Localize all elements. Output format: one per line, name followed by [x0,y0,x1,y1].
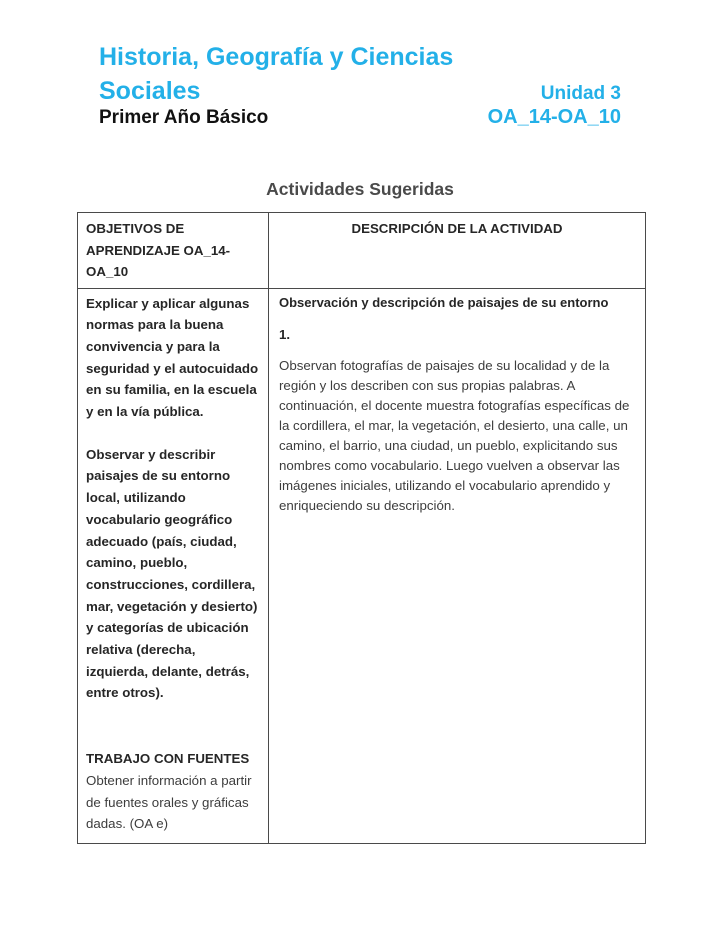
doc-title-line1: Historia, Geografía y Ciencias [99,43,454,71]
activity-description: Observan fotografías de paisajes de su localidad y de la región y los describen con sus propias palabras. A continuación, el docente muestra fotografías específicas de la cordillera, el mar, la vegetación, el desierto, una calle, un camino, el barrio, una ciudad, un pueblo, explicitando sus nombres como vocabulario. Luego vuelven a observar las imágenes iniciales, utilizando el vocabulario aprendido y enriqueciendo su descripción. [279,357,630,513]
objectives-cell [78,288,269,843]
table-body-row [78,288,646,843]
doc-title-line2: Sociales [99,77,201,105]
course-label: Primer Año Básico [99,107,269,128]
col-header-description: DESCRIPCIÓN DE LA ACTIVIDAD [269,213,646,289]
document-header [0,0,720,131]
title-unit-row [99,77,621,105]
objective-paragraph-1: Explicar y aplicar algunas normas para la buena convivencia y para la seguridad y el autocuidado en su familia, en la escuela y en la vía pública. [86,295,259,420]
activities-table [77,212,646,844]
objective-paragraph-2: Observar y describir paisajes de su entorno local, utilizando vocabulario geográfico adecuado (país, ciudad, camino, pueblo, construcciones, cordillera, mar, vegetación y desierto) y categorías de ubicación relativa (derecha, izquierda, delante, detrás, entre otros). [86,446,258,701]
table-header-row [78,213,646,289]
course-oa-row [99,105,621,131]
sources-text: Obtener información a partir de fuentes orales y gráficas dadas. (OA e) [86,772,252,832]
unit-label: Unidad 3 [540,83,621,104]
activity-number: 1. [279,326,291,342]
sources-heading: TRABAJO CON FUENTES [86,751,250,767]
oa-code: OA_14-OA_10 [487,106,621,128]
activity-title: Observación y descripción de paisajes de su entorno [279,294,609,310]
activity-cell [269,288,646,843]
col-header-objectives: OBJETIVOS DE APRENDIZAJE OA_14-OA_10 [78,213,269,289]
section-title: Actividades Sugeridas [266,179,454,199]
